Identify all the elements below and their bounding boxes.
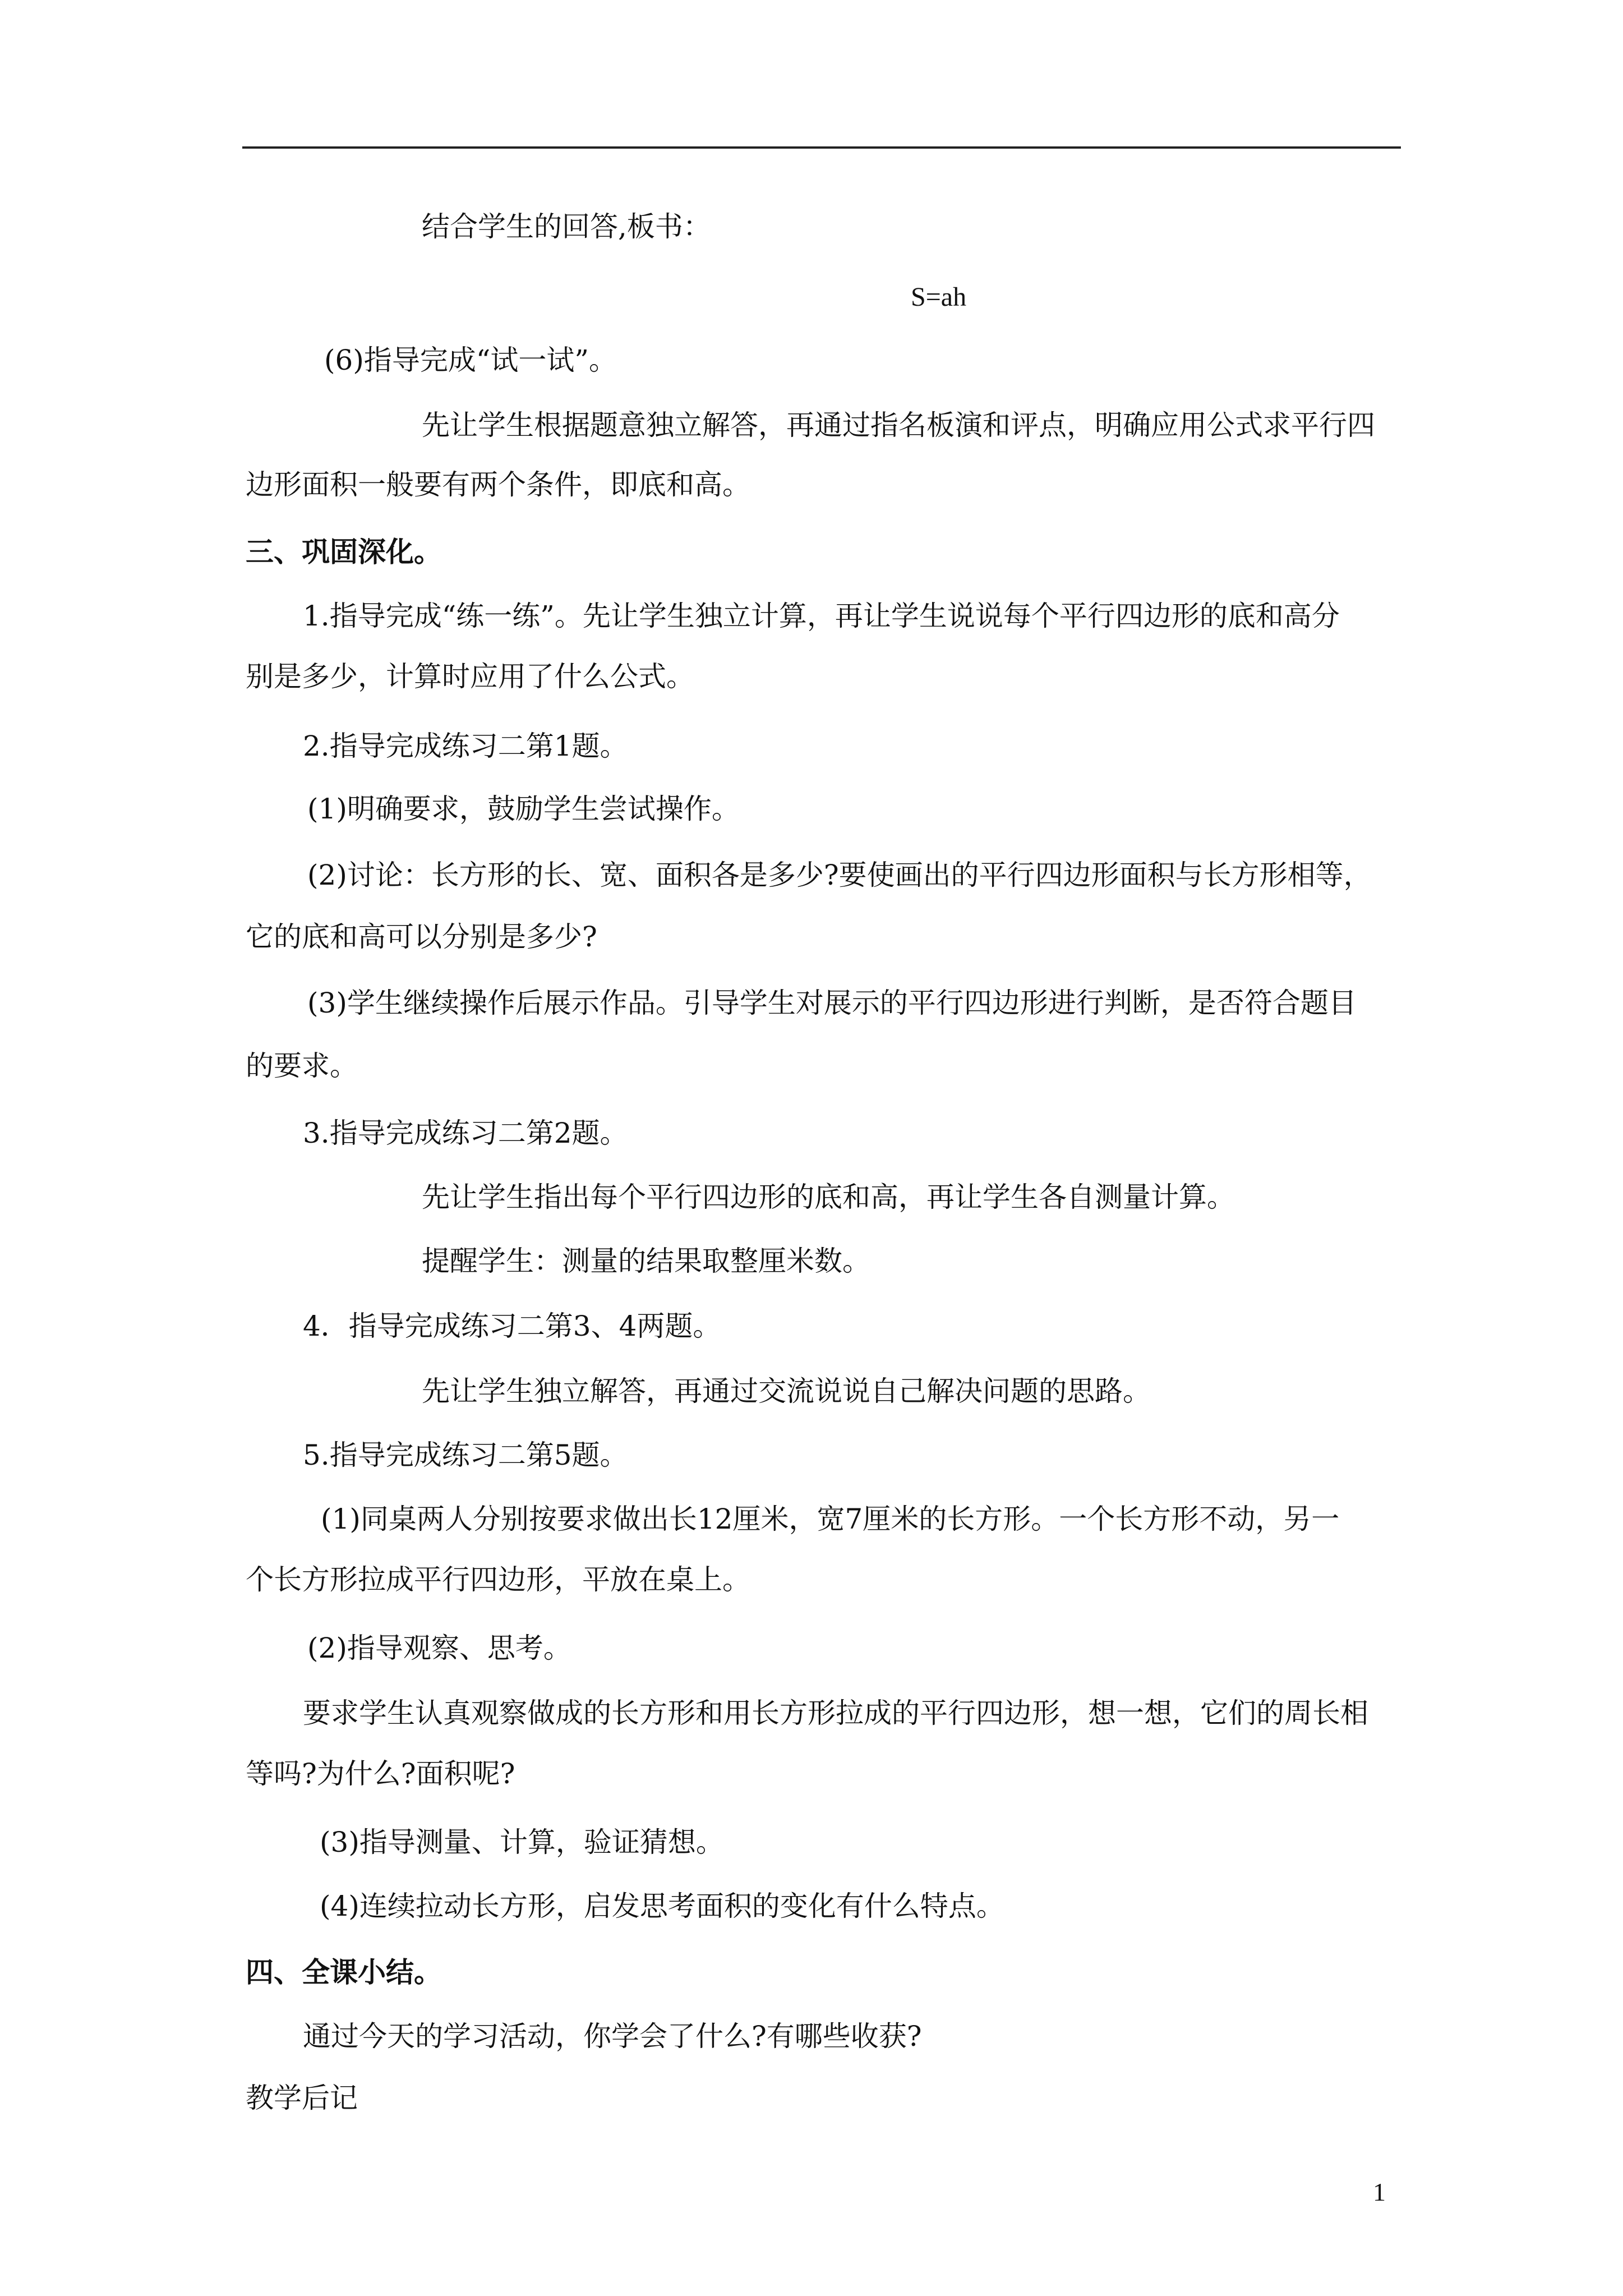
text-line-4: 先让学生根据题意独立解答，再通过指名板演和评点，明确应用公式求平行四 <box>422 409 1375 441</box>
text-line-8: 别是多少，计算时应用了什么公式。 <box>246 660 694 693</box>
text-line-7: 1.指导完成“练一练”。先让学生独立计算，再让学生说说每个平行四边形的底和高分 <box>303 600 1340 632</box>
text-line-16: 先让学生指出每个平行四边形的底和高，再让学生各自测量计算。 <box>422 1181 1235 1213</box>
text-line-21: (1)同桌两人分别按要求做出长12厘米，宽7厘米的长方形。一个长方形不动，另一 <box>321 1503 1340 1535</box>
text-line-23: (2)指导观察、思考。 <box>307 1632 571 1664</box>
text-line-1: 结合学生的回答,板书： <box>422 210 711 243</box>
text-line-15: 3.指导完成练习二第2题。 <box>303 1117 628 1149</box>
formula-line: S=ah <box>911 282 967 312</box>
text-line-12: 它的底和高可以分别是多少? <box>246 921 597 953</box>
text-line-22: 个长方形拉成平行四边形，平放在桌上。 <box>246 1563 750 1596</box>
text-line-9: 2.指导完成练习二第1题。 <box>303 730 628 762</box>
page-number: 1 <box>1373 2178 1386 2206</box>
text-line-20: 5.指导完成练习二第5题。 <box>303 1439 628 1471</box>
text-line-11: (2)讨论：长方形的长、宽、面积各是多少?要使画出的平行四边形面积与长方形相等， <box>307 859 1372 891</box>
text-line-27: (4)连续拉动长方形，启发思考面积的变化有什么特点。 <box>320 1890 1004 1922</box>
text-line-19: 先让学生独立解答，再通过交流说说自己解决问题的思路。 <box>422 1375 1151 1407</box>
text-line-24: 要求学生认真观察做成的长方形和用长方形拉成的平行四边形，想一想，它们的周长相 <box>303 1697 1368 1729</box>
text-line-10: (1)明确要求，鼓励学生尝试操作。 <box>307 793 740 825</box>
section-heading-3: 三、巩固深化。 <box>246 535 442 568</box>
text-line-26: (3)指导测量、计算，验证猜想。 <box>320 1826 724 1858</box>
text-line-3: (6)指导完成“试一试”。 <box>324 344 617 376</box>
text-line-18: 4．指导完成练习二第3、4两题。 <box>303 1310 721 1342</box>
text-line-30: 教学后记 <box>246 2082 358 2114</box>
header-rule <box>242 146 1401 149</box>
text-line-5: 边形面积一般要有两个条件，即底和高。 <box>246 468 750 501</box>
text-line-17: 提醒学生：测量的结果取整厘米数。 <box>422 1245 870 1277</box>
text-line-14: 的要求。 <box>246 1050 358 1082</box>
text-line-13: (3)学生继续操作后展示作品。引导学生对展示的平行四边形进行判断，是否符合题目 <box>307 987 1357 1019</box>
section-heading-4: 四、全课小结。 <box>246 1955 442 1989</box>
text-line-29: 通过今天的学习活动，你学会了什么?有哪些收获? <box>303 2020 922 2053</box>
text-line-25: 等吗?为什么?面积呢? <box>246 1757 515 1790</box>
